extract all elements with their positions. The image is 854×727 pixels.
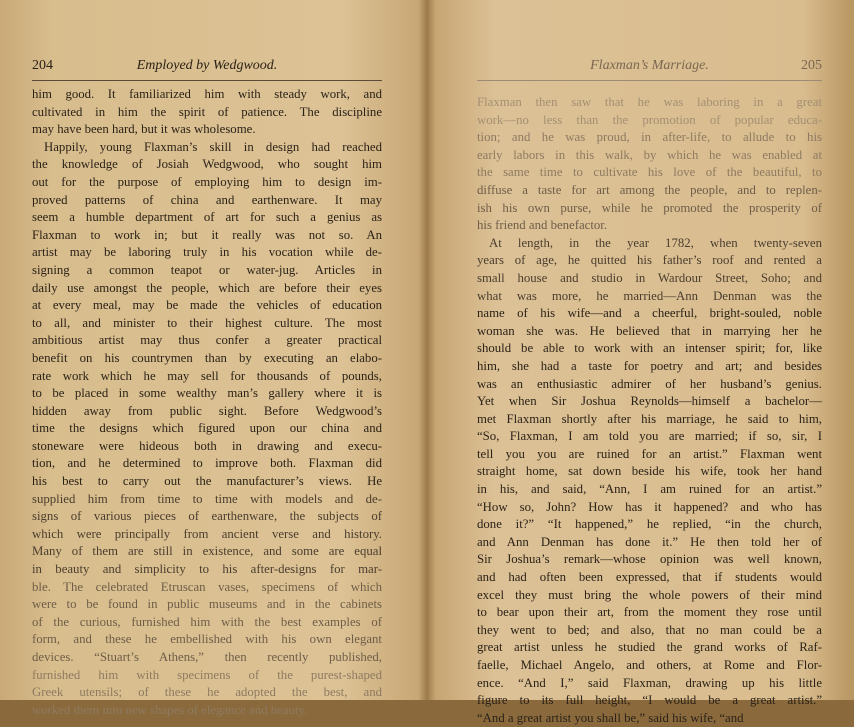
text-line: artist may be laboring truly in his vocation while de- (32, 245, 382, 260)
text-line: done it?” “It happened,” he replied, “in the church, (477, 517, 822, 532)
text-line: hidden away from public sight. Before Wedgwood’s (32, 403, 382, 418)
text-line: worked them into new shapes of elegance and beauty. (32, 702, 308, 717)
text-line: to be placed in some wealthy man’s gallery where it is (32, 386, 382, 401)
text-line: the knowledge of Josiah Wedgwood, who sought him (32, 157, 382, 172)
text-line: ish his own purse, while he promoted the prosperity of (477, 200, 822, 215)
text-line: his friend and benefactor. (477, 218, 608, 233)
left-page-number: 204 (32, 58, 53, 73)
text-line: Flaxman then saw that he was laboring in a great (477, 95, 822, 109)
text-line: cultivated in him the spirit of patience. The discipline (32, 104, 382, 119)
text-line: of the curious, furnished him with the best examples of (32, 614, 382, 629)
text-line: should be able to work with an intenser spirit; for, like (477, 341, 822, 356)
text-line: Many of them are still in existence, and some are equal (32, 544, 382, 559)
text-line: may have been hard, but it was wholesome. (32, 122, 256, 137)
text-line: rate work which he may sell for thousands of pounds, (32, 368, 382, 383)
text-line: form, and these he embellished with his own elegant (32, 632, 382, 647)
text-line: work—no less than the promotion of popular educa- (477, 112, 822, 127)
text-line: his best to carry out the manufacturer’s views. He (32, 474, 382, 489)
left-page-body (32, 86, 382, 719)
text-line: at every meal, may be made the vehicles of education (32, 298, 382, 313)
text-line: was an enthusiastic admirer of her husband’s genius. (477, 376, 822, 391)
text-line: small house and studio in Wardour Street, Soho; and (477, 270, 822, 285)
text-line: Sir Joshua’s remark—whose opinion was well known, (477, 552, 822, 567)
text-line: ambitious artist may thus confer a greater practical (32, 333, 382, 348)
text-line: time the designs which figured upon our china and (32, 421, 382, 436)
text-line: benefit on his countrymen than by executing an elabo- (32, 350, 382, 365)
right-page-body (477, 94, 822, 727)
text-line: woman she was. He believed that in marrying her he (477, 323, 822, 338)
text-line: “And a great artist you shall be,” said his wife, “and (477, 710, 744, 725)
text-line: signing a common teapot or water-jug. Articles in (32, 262, 382, 277)
text-line: him good. It familiarized him with steady work, and (32, 87, 382, 101)
text-line: which were principally from ancient verse and history. (32, 526, 382, 541)
text-line: stoneware were hideous both in drawing and execu- (32, 438, 382, 453)
text-line: early labors in this walk, by which he was enabled at (477, 147, 822, 162)
text-line: and Ann Denman has done it.” He then told her of (477, 534, 822, 549)
left-page (0, 0, 425, 717)
right-running-head (477, 58, 822, 80)
text-line: in beauty and simplicity to his after-designs for mar- (32, 562, 382, 577)
text-line: “So, Flaxman, I am told you are married; if so, sir, I (477, 429, 822, 444)
text-line: devices. “Stuart’s Athens,” then recently published, (32, 650, 382, 664)
text-line: faelle, Michael Angelo, and others, at Rome and Flor- (477, 658, 822, 672)
text-line: supplied him from time to time with models and de- (32, 491, 382, 506)
text-line: met Flaxman shortly after his marriage, he said to him, (477, 411, 822, 426)
left-running-head (32, 58, 382, 80)
text-line: Yet when Sir Joshua Reynolds—himself a bachelor— (477, 394, 822, 409)
text-line: Flaxman to work in; but it really was not so. An (32, 227, 382, 242)
right-page (429, 0, 854, 725)
text-line: figure to its full height, “I would be a great artist.” (477, 693, 822, 708)
text-line: what was more, he married—Ann Denman was the (477, 288, 822, 303)
text-line: out for the purpose of employing him to design im- (32, 174, 382, 189)
text-line: ence. “And I,” said Flaxman, drawing up his little (477, 675, 822, 690)
text-line: and had often been expressed, that if students would (477, 570, 822, 585)
text-line: the same time to cultivate his love of the beautiful, to (477, 165, 822, 180)
text-line: name of his wife—and a cheerful, bright-souled, noble (477, 306, 822, 321)
text-line: to bear upon their art, from the moment they rose until (477, 605, 822, 620)
text-line: furnished him with specimens of the purest-shaped (32, 667, 382, 682)
left-running-title: Employed by Wedgwood. (136, 58, 278, 73)
text-line: seem a humble department of art for such a genius as (32, 210, 382, 225)
text-line: Happily, young Flaxman’s skill in design had reached (44, 139, 382, 154)
text-line: him, she had a taste for poetry and art; and besides (477, 358, 822, 373)
right-header-rule (477, 80, 822, 81)
text-line: were to be found in public museums and in the cabinets (32, 597, 382, 612)
text-line: excel they must bring the whole powers of their mind (477, 587, 822, 602)
text-line: ble. The celebrated Etruscan vases, specimens of which (32, 579, 382, 594)
text-line: Greek utensils; of these he adopted the best, and (32, 685, 382, 700)
text-line: tion; and he was proud, in after-life, to allude to his (477, 130, 822, 145)
text-line: great artist unless he studied the grand works of Raf- (477, 640, 822, 655)
text-line: tell you you are ruined for an artist.” Flaxman went (477, 446, 822, 461)
right-page-number: 205 (801, 58, 822, 73)
text-line: in his, and said, “Ann, I am ruined for an artist.” (477, 482, 822, 497)
text-line: they went to bed; and also, that no man could be a (477, 622, 822, 637)
text-line: straight home, sat down beside his wife, took her hand (477, 464, 822, 479)
text-line: diffuse a taste for art among the people, and to replen- (477, 182, 822, 197)
text-line: proved patterns of china and earthenware. It may (32, 192, 382, 207)
text-line: daily use amongst the people, which are before their eyes (32, 280, 382, 295)
text-line: signs of various pieces of earthenware, the subjects of (32, 509, 382, 524)
text-line: At length, in the year 1782, when twenty-seven (489, 235, 822, 250)
text-line: “How so, John? How has it happened? and who has (477, 499, 822, 514)
left-header-rule (32, 80, 382, 81)
right-running-title: Flaxman’s Marriage. (590, 58, 709, 73)
text-line: tion, and he determined to improve both. Flaxman did (32, 456, 382, 471)
text-line: years of age, he quitted his father’s roof and rented a (477, 253, 822, 268)
text-line: to all, and minister to their highest culture. The most (32, 315, 382, 330)
